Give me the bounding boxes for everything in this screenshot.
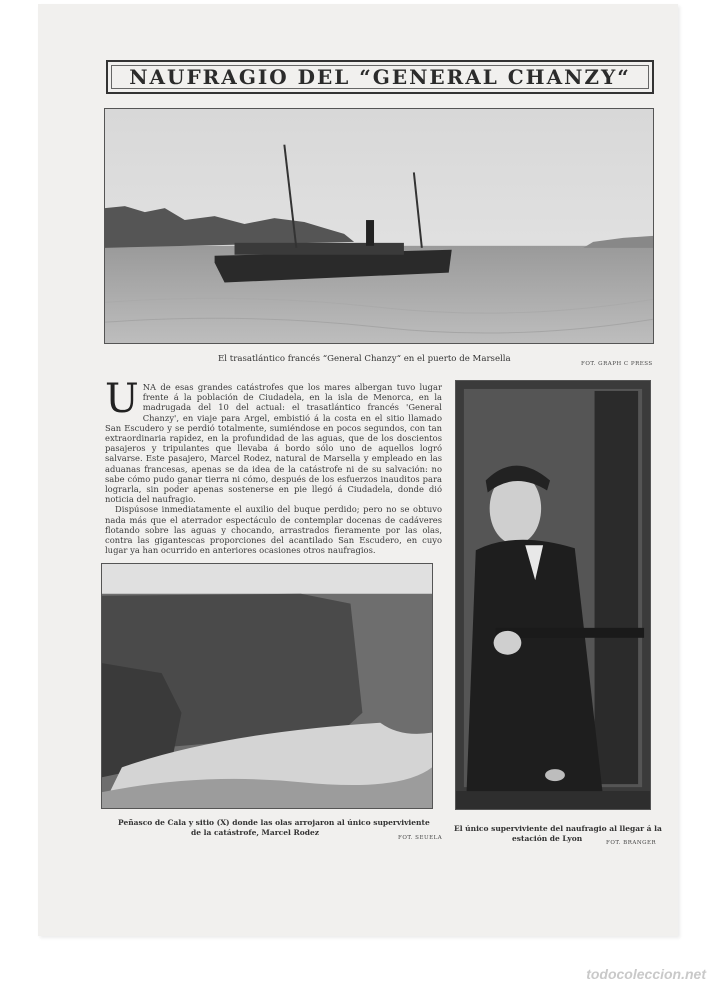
page-title: NAUFRAGIO DEL “GENERAL CHANZY“ — [129, 65, 631, 89]
survivor-photo — [455, 380, 651, 810]
article-paragraph-1: NA de esas grandes catástrofes que los mares albergan tuvo lugar frente á la población de Ciudadela, en la isla de Menorca, en la madrugada del 10 del actual: el trasatlántico francés 'General Chanzy', en viaje para Argel, embistió á la costa en el sitio llamado San Escudero y se perdió totalmente, sumiéndose en pocos segundos, con tan extraordinaria rapidez, en la profundidad de las aguas, que de los doscientos pasajeros y tripulantes que llevaba á bordo sólo uno de aquellos logró salvarse. Este pasajero, Marcel Rodez, natural de Marsella y empleado en las aduanas francesas, apenas se da idea de la catástrofe ni de su salvación: no sabe cómo pudo ganar tierra ni cómo, después de los esfuerzos inauditos para lograrla, sin poder apenas sostenerse en pie llegó á Ciudadela, donde dió noticia del naufragio. — [105, 382, 442, 505]
cliff-caption-line-2: de la catástrofe, Marcel Rodez — [191, 828, 319, 837]
ship-photo — [104, 108, 654, 344]
article-body — [105, 376, 442, 556]
article-paragraph-2: Dispúsose inmediatamente el auxilio del buque perdido; pero no se obtuvo nada más que el aterrador espectáculo de contemplar docenas de cadáveres flotando sobre las aguas y chocando, arrastrados fieramente por las olas, contra las gigantescas proporciones del acantilado San Escudero, en cuyo lugar ya han ocurrido en anteriores ocasiones otros naufragios. — [105, 504, 442, 556]
headline-frame — [106, 60, 654, 94]
cliff-photo — [101, 563, 433, 809]
drop-cap: U — [105, 376, 139, 422]
survivor-caption-line-1: El único superviviente del naufragio al llegar á la — [454, 824, 662, 833]
cliff-caption-line-1: Peñasco de Cala y sitio (X) donde las olas arrojaron al único superviviente — [118, 818, 430, 827]
ship-photo-credit: FOT. GRAPH C PRESS — [581, 361, 653, 367]
cliff-photo-credit: FOT. SEUELA — [398, 835, 443, 841]
survivor-caption-line-2: estación de Lyon — [512, 834, 583, 843]
ship-photo-caption: El trasatlántico francés “General Chanzy“ en el puerto de Marsella — [218, 354, 511, 364]
survivor-photo-credit: FOT. BRANGER — [606, 840, 657, 846]
watermark-logo: todocoleccion.net — [586, 966, 706, 982]
